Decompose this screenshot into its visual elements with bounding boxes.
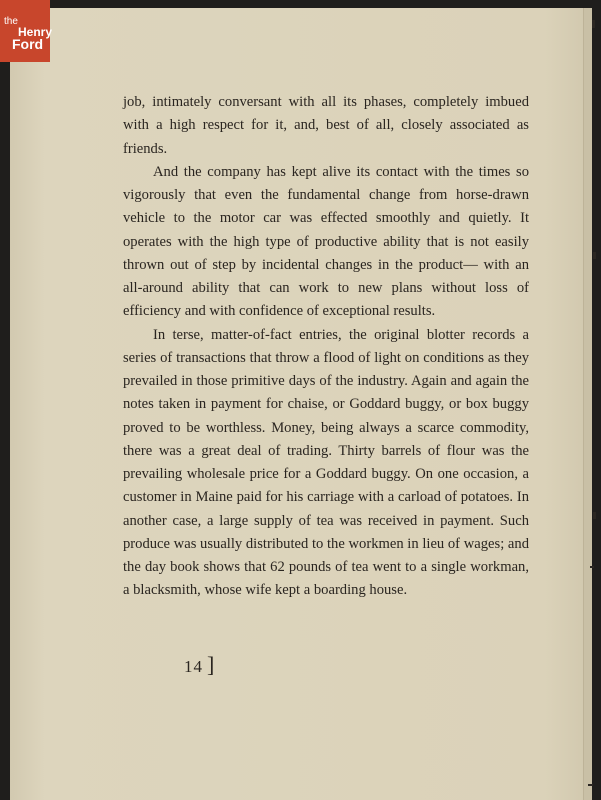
page-number-value: 14 <box>184 657 203 676</box>
body-text <box>123 91 529 603</box>
logo-henry-text: Henry <box>18 25 53 39</box>
edge-mark <box>588 784 593 786</box>
edge-mark <box>590 566 594 568</box>
edge-mark <box>593 512 596 519</box>
page-number-bracket: ] <box>207 652 216 677</box>
paragraph-blotter: In terse, matter-of-fact entries, the original blotter records a series of transactions that throw a flood of light on conditions as they prevailed in those primitive days of the industry. Again and again the notes taken in payment for chaise, or Goddard buggy, or box buggy proved to be worthless. Money, being always a scarce commodity, there was a great deal of trading. Thirty barrels of flour was the prevailing wholesale price for a Goddard buggy. On one occasion, a customer in Maine paid for his carriage with a carload of potatoes. In another case, a large supply of tea was received in payment. Such produce was usually distributed to the workmen in lieu of wages; and the day book shows that 62 pounds of tea went to a single workman, a blacksmith, whose wife kept a boarding house. <box>123 326 529 599</box>
henry-ford-logo <box>0 0 53 62</box>
page-edge <box>583 8 592 800</box>
edge-mark <box>593 252 596 259</box>
page-number <box>184 652 215 678</box>
logo-the-text: the <box>4 16 18 27</box>
paragraph-continuation: job, intimately conversant with all its phases, completely imbued with a high respect for it, and, best of all, closely associated as friends. <box>123 94 529 157</box>
edge-mark <box>592 20 595 28</box>
logo-ford-text: Ford <box>12 36 44 52</box>
paragraph-company: And the company has kept alive its contact with the times so vigorously that even the fundamental change from horse-drawn vehicle to the motor car was effected smoothly and quietly. It operates with the high type of productive ability that is not easily thrown out of step by incidental changes in the product— with an all-around ability that can work to new plans without loss of efficiency and with confidence of exceptional results. <box>123 163 529 320</box>
